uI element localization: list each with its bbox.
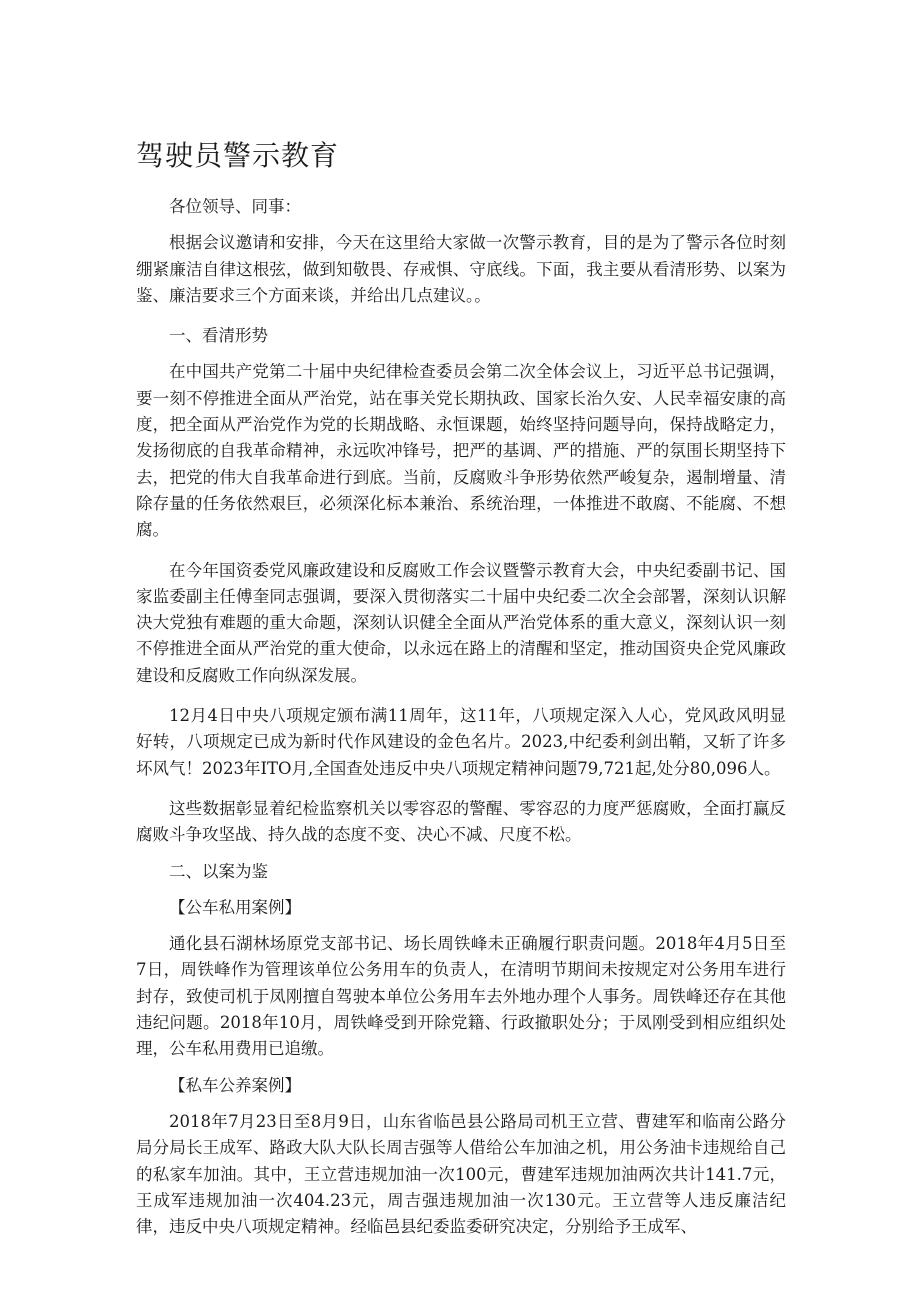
document-title: 驾驶员警示教育	[136, 139, 340, 172]
section-heading-cases: 二、以案为鉴	[169, 861, 268, 881]
case-heading-private-car: 【私车公养案例】	[169, 1075, 301, 1095]
section-heading-situation: 一、看清形势	[169, 326, 268, 346]
intro-paragraph: 根据会议邀请和安排，今天在这里给大家做一次警示教育，目的是为了警示各位时刻绷紧廉洁自律这根弦，做到知敬畏、存戒惧、守底线。下面，我主要从看清形势、以案为鉴、廉洁要求三个方面来谈，并给出几点建议。。	[136, 233, 786, 305]
body-paragraph: 12月4日中央八项规定颁布满11周年，这11年，八项规定深入人心，党风政风明显好转，八项规定已成为新时代作风建设的金色名片。2023,中纪委利剑出鞘，又斩了许多坏风气！2023年ITO月,全国查处违反中央八项规定精神问题79,721起,处分80,096人。	[136, 706, 786, 778]
body-paragraph: 这些数据彰显着纪检监察机关以零容忍的警醒、零容忍的力度严惩腐败，全面打赢反腐败斗争攻坚战、持久战的态度不变、决心不减、尺度不松。	[136, 798, 786, 845]
case-paragraph: 2018年7月23日至8月9日，山东省临邑县公路局司机王立营、曹建军和临南公路分局分局长王成军、路政大队大队长周吉强等人借给公车加油之机，用公务油卡违规给自己的私家车加油。其中，王立营违规加油一次100元，曹建军违规加油两次共计141.7元，王成军违规加油一次404.23元，周吉强违规加油一次130元。王立营等人违反廉洁纪律，违反中央八项规定精神。经临邑县纪委监委研究决定，分别给予王成军、	[136, 1111, 786, 1237]
case-heading-official-car: 【公车私用案例】	[169, 897, 301, 917]
body-paragraph: 在今年国资委党风廉政建设和反腐败工作会议暨警示教育大会，中央纪委副书记、国家监委副主任傅奎同志强调，要深入贯彻落实二十届中央纪委二次全会部署，深刻认识解决大党独有难题的重大命题，深刻认识健全全面从严治党体系的重大意义，深刻认识一刻不停推进全面从严治党的重大使命，以永远在路上的清醒和坚定，推动国资央企党风廉政建设和反腐败工作向纵深发展。	[136, 560, 786, 685]
body-paragraph: 在中国共产党第二十届中央纪律检查委员会第二次全体会议上，习近平总书记强调，要一刻不停推进全面从严治党，站在事关党长期执政、国家长治久安、人民幸福安康的高度，把全面从严治党作为党的长期战略、永恒课题，始终坚持问题导向，保持战略定力，发扬彻底的自我革命精神，永远吹冲锋号，把严的基调、严的措施、严的氛围长期坚持下去，把党的伟大自我革命进行到底。当前，反腐败斗争形势依然严峻复杂，遏制增量、清除存量的任务依然艰巨，必须深化标本兼治、系统治理，一体推进不敢腐、不能腐、不想腐。	[136, 362, 786, 540]
salutation: 各位领导、同事：	[169, 197, 301, 216]
case-paragraph: 通化县石湖林场原党支部书记、场长周铁峰未正确履行职责问题。2018年4月5日至7日，周铁峰作为管理该单位公务用车的负责人，在清明节期间未按规定对公务用车进行封存，致使司机于凤刚擅自驾驶本单位公务用车去外地办理个人事务。周铁峰还存在其他违纪问题。2018年10月，周铁峰受到开除党籍、行政撤职处分；于凤刚受到相应组织处理，公车私用费用已追缴。	[136, 934, 786, 1059]
